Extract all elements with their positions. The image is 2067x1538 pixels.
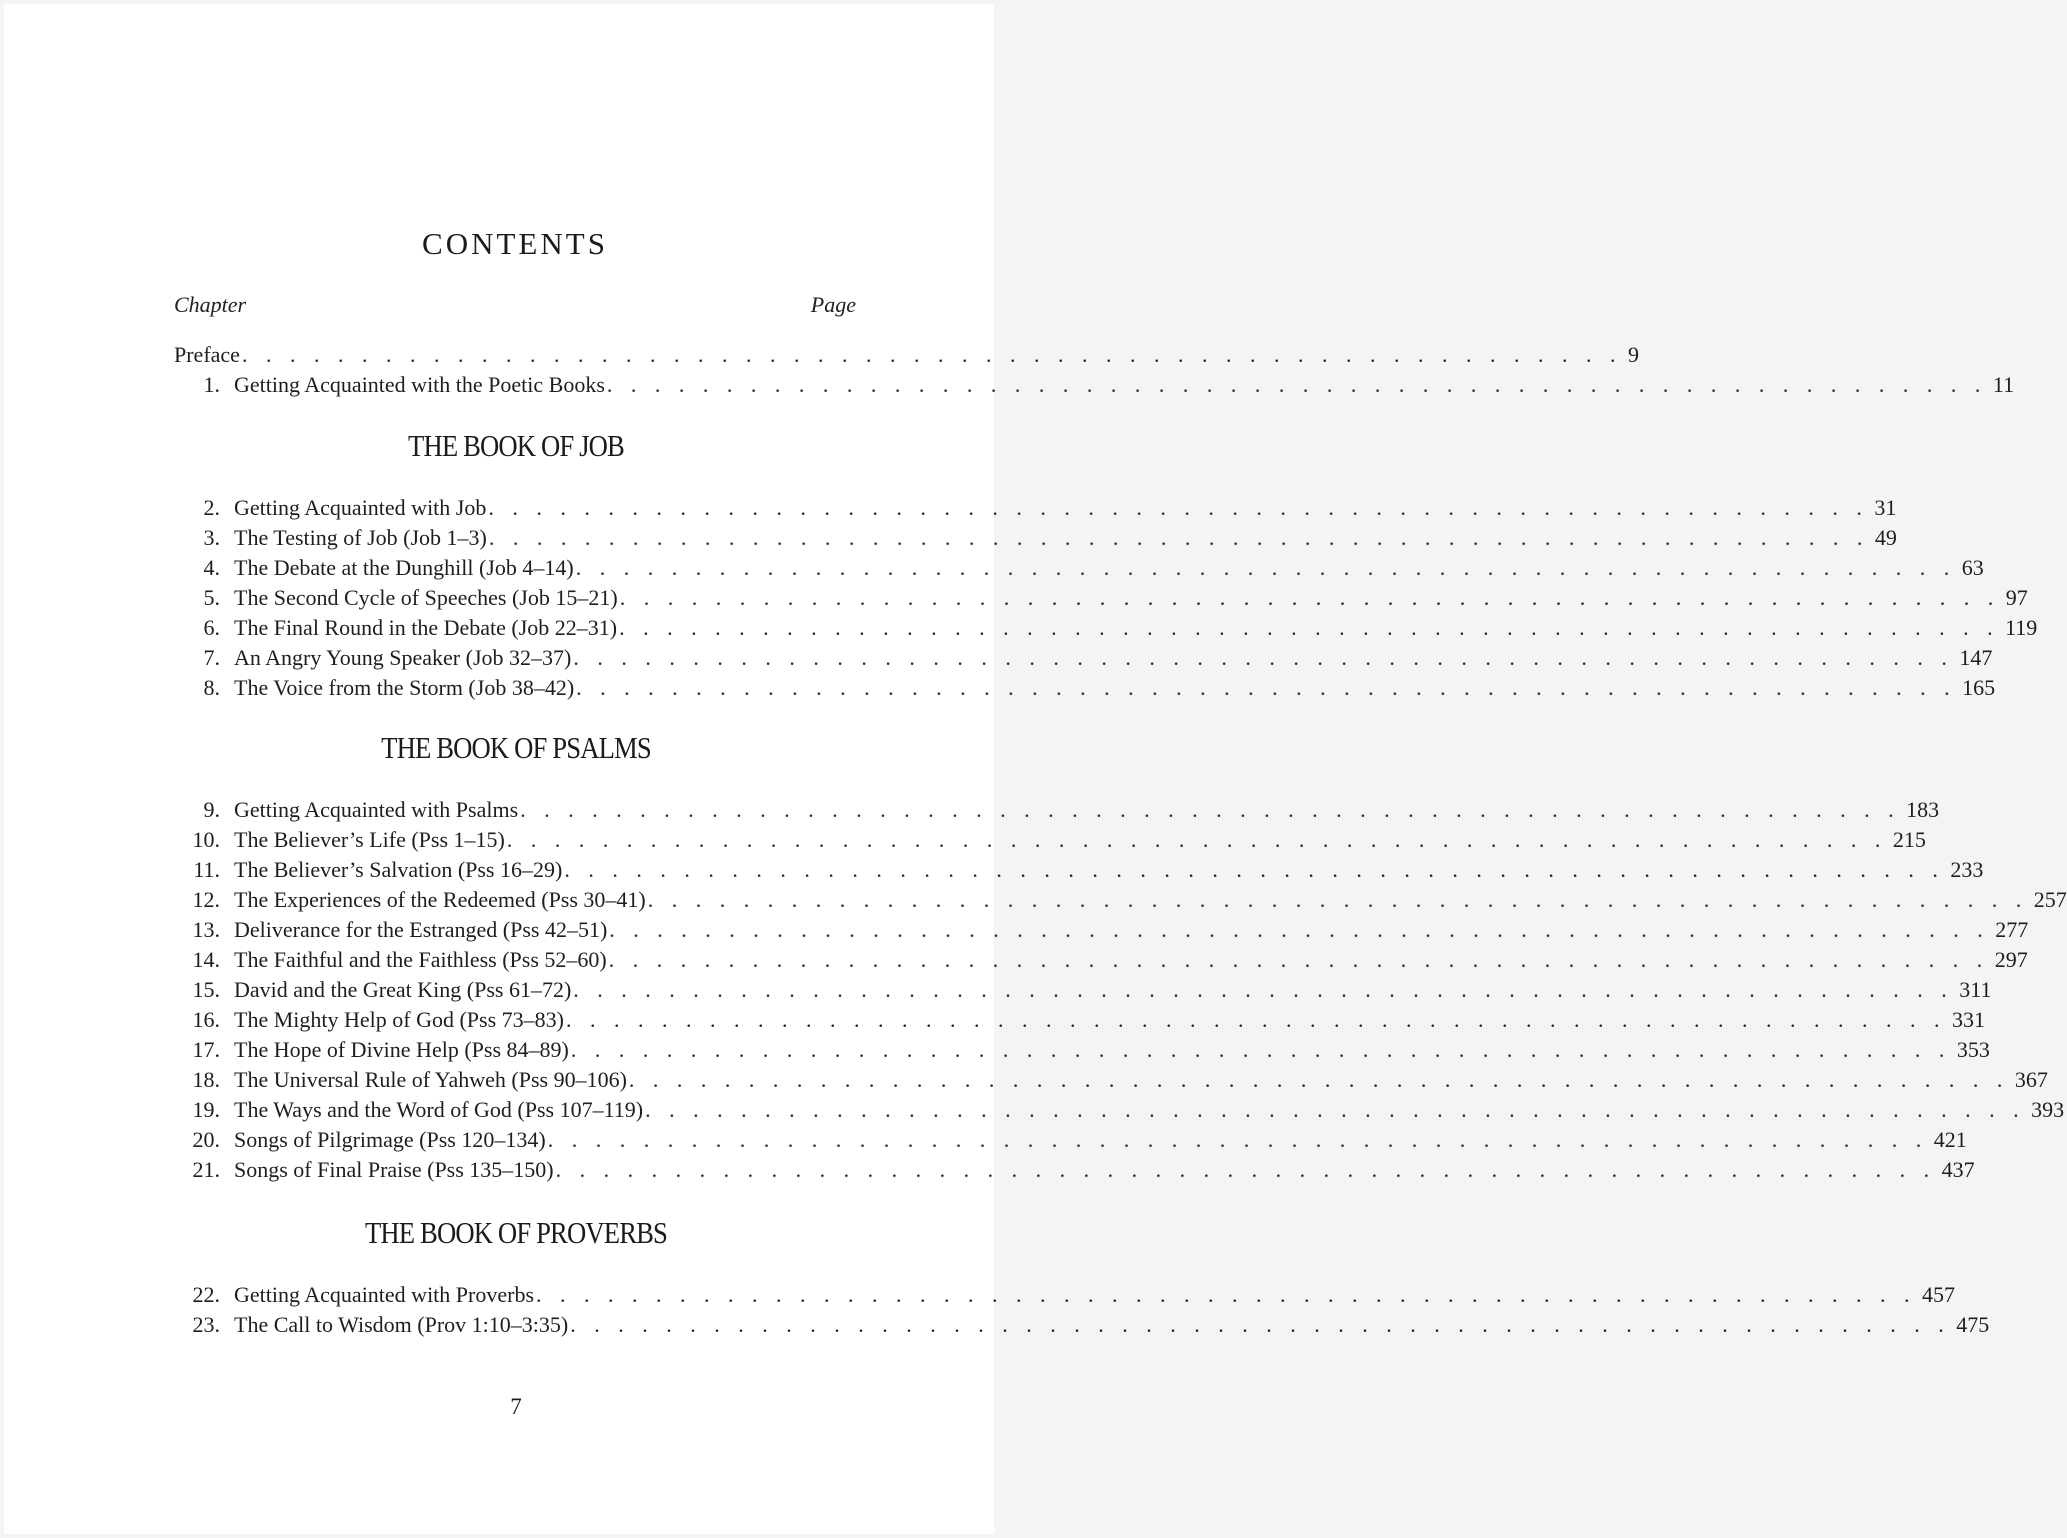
toc-entry-page: 257 [2033,887,2067,912]
toc-entry-label: The Ways and the Word of God (Pss 107–119) [234,1097,644,1122]
toc-entry-page: 393 [2031,1097,2065,1122]
toc-entry [174,825,1926,855]
toc-entry-number: 12. [192,887,220,912]
toc-entry-label: An Angry Young Speaker (Job 32–37) [234,645,572,670]
toc-entry-label: The Faithful and the Faithless (Pss 52–60) [234,947,607,972]
toc-entry-number: 20. [192,1127,220,1152]
leader-dots: . . . . . . . . . . . . . . . . . . . . . . . . . . . . . . . . . . . . . . . . . . . . . . . . . . . . . . . . . . [573,977,1954,1002]
toc-entry-label: David and the Great King (Pss 61–72) [234,977,572,1002]
toc-entry-number: 23. [192,1312,220,1337]
toc-entry-label: Deliverance for the Estranged (Pss 42–51) [234,917,608,942]
leader-dots: . . . . . . . . . . . . . . . . . . . . . . . . . . . . . . . . . . . . . . . . . . . . . . . . . . . . . . . . . . [241,342,1622,367]
toc-entry-page: 31 [1874,495,1897,520]
toc-entry [174,1125,1967,1155]
toc-entry-number: 7. [203,645,220,670]
toc-entry-page: 331 [1951,1007,1985,1032]
toc-entry-preface [174,340,1639,370]
toc-entry-number: 9. [203,797,220,822]
toc-entry-page: 233 [1950,857,1984,882]
leader-dots: . . . . . . . . . . . . . . . . . . . . . . . . . . . . . . . . . . . . . . . . . . . . . . . . . . . . . . . . . . [565,1007,1946,1032]
toc-entry [174,553,1984,583]
toc-entry [174,975,1992,1005]
toc-entry-number: 11. [193,857,220,882]
leader-dots: . . . . . . . . . . . . . . . . . . . . . . . . . . . . . . . . . . . . . . . . . . . . . . . . . . . . . . . . . . [573,645,1954,670]
toc-entry-page: 11 [1992,372,2015,397]
toc-entry [174,1065,2048,1095]
toc-entry-label: Getting Acquainted with Job [234,495,487,520]
toc-entry [174,1095,2065,1125]
toc-entry [174,493,1897,523]
leader-dots: . . . . . . . . . . . . . . . . . . . . . . . . . . . . . . . . . . . . . . . . . . . . . . . . . . . . . . . . . . [570,1037,1951,1062]
leader-dots: . . . . . . . . . . . . . . . . . . . . . . . . . . . . . . . . . . . . . . . . . . . . . . . . . . . . . . . . . . [608,947,1989,972]
leader-dots: . . . . . . . . . . . . . . . . . . . . . . . . . . . . . . . . . . . . . . . . . . . . . . . . . . . . . . . . . . [606,372,1987,397]
toc-entry-label: The Mighty Help of God (Pss 73–83) [234,1007,564,1032]
leader-dots: . . . . . . . . . . . . . . . . . . . . . . . . . . . . . . . . . . . . . . . . . . . . . . . . . . . . . . . . . . [575,555,1956,580]
toc-entry-number: 4. [203,555,220,580]
toc-entry-label: Songs of Pilgrimage (Pss 120–134) [234,1127,546,1152]
toc-entry-page: 147 [1959,645,1993,670]
section-heading-proverbs: THE BOOK OF PROVERBS [364,1215,668,1250]
leader-dots: . . . . . . . . . . . . . . . . . . . . . . . . . . . . . . . . . . . . . . . . . . . . . . . . . . . . . . . . . . [488,525,1869,550]
toc-entry [174,643,1993,673]
toc-entry-number: 1. [203,372,220,397]
toc-entry [174,1310,1990,1340]
toc-entry-page: 475 [1956,1312,1990,1337]
toc-entry-page: 421 [1933,1127,1967,1152]
toc-entry-page: 165 [1962,675,1996,700]
toc-entry-label: Getting Acquainted with Proverbs [234,1282,535,1307]
toc-entry-label: Preface [174,342,240,367]
toc-entry-page: 367 [2014,1067,2048,1092]
leader-dots: . . . . . . . . . . . . . . . . . . . . . . . . . . . . . . . . . . . . . . . . . . . . . . . . . . . . . . . . . . [536,1282,1917,1307]
toc-entry [174,855,1984,885]
toc-entry-number: 13. [192,917,220,942]
toc-entry-page: 63 [1961,555,1984,580]
toc-entry-number: 5. [203,585,220,610]
toc-entry [174,1005,1985,1035]
section-heading-psalms: THE BOOK OF PSALMS [381,730,651,765]
toc-entry-page: 277 [1995,917,2029,942]
toc-entry-page: 97 [2005,585,2028,610]
leader-dots: . . . . . . . . . . . . . . . . . . . . . . . . . . . . . . . . . . . . . . . . . . . . . . . . . . . . . . . . . . [555,1157,1936,1182]
toc-entry-label: The Believer’s Salvation (Pss 16–29) [234,857,563,882]
contents-title: CONTENTS [422,226,608,261]
leader-dots: . . . . . . . . . . . . . . . . . . . . . . . . . . . . . . . . . . . . . . . . . . . . . . . . . . . . . . . . . . [645,1097,2026,1122]
toc-entry [174,1035,1990,1065]
leader-dots: . . . . . . . . . . . . . . . . . . . . . . . . . . . . . . . . . . . . . . . . . . . . . . . . . . . . . . . . . . [547,1127,1928,1152]
toc-entry-page: 215 [1892,827,1926,852]
leader-dots: . . . . . . . . . . . . . . . . . . . . . . . . . . . . . . . . . . . . . . . . . . . . . . . . . . . . . . . . . . [619,585,2000,610]
toc-entry-number: 19. [192,1097,220,1122]
toc-entry [174,523,1897,553]
toc-entry-page: 353 [1956,1037,1990,1062]
toc-entry-page: 119 [2005,615,2038,640]
leader-dots: . . . . . . . . . . . . . . . . . . . . . . . . . . . . . . . . . . . . . . . . . . . . . . . . . . . . . . . . . . [576,675,1957,700]
toc-entry-number: 17. [192,1037,220,1062]
toc-entry-page: 49 [1874,525,1897,550]
leader-dots: . . . . . . . . . . . . . . . . . . . . . . . . . . . . . . . . . . . . . . . . . . . . . . . . . . . . . . . . . . [506,827,1887,852]
toc-entry-label: The Hope of Divine Help (Pss 84–89) [234,1037,569,1062]
toc-entry-label: The Debate at the Dunghill (Job 4–14) [234,555,574,580]
toc-entry-label: The Voice from the Storm (Job 38–42) [234,675,575,700]
leader-dots: . . . . . . . . . . . . . . . . . . . . . . . . . . . . . . . . . . . . . . . . . . . . . . . . . . . . . . . . . . [619,615,2000,640]
leader-dots: . . . . . . . . . . . . . . . . . . . . . . . . . . . . . . . . . . . . . . . . . . . . . . . . . . . . . . . . . . [570,1312,1951,1337]
toc-entry [174,915,2029,945]
leader-dots: . . . . . . . . . . . . . . . . . . . . . . . . . . . . . . . . . . . . . . . . . . . . . . . . . . . . . . . . . . [520,797,1901,822]
toc-entry [174,673,1996,703]
toc-entry-page: 437 [1941,1157,1975,1182]
toc-entry-number: 10. [192,827,220,852]
toc-entry-number: 21. [192,1157,220,1182]
toc-entry [174,885,2067,915]
leader-dots: . . . . . . . . . . . . . . . . . . . . . . . . . . . . . . . . . . . . . . . . . . . . . . . . . . . . . . . . . . [628,1067,2009,1092]
page-number: 7 [510,1394,522,1419]
toc-entry-number: 8. [203,675,220,700]
toc-entry [174,1280,1956,1310]
toc-entry [174,370,2015,400]
toc-entry-label: The Experiences of the Redeemed (Pss 30–41) [234,887,646,912]
toc-entry-number: 14. [192,947,220,972]
toc-entry-label: Getting Acquainted with Psalms [234,797,519,822]
toc-entry [174,945,2028,975]
toc-entry-label: The Call to Wisdom (Prov 1:10–3:35) [234,1312,569,1337]
toc-entry-label: The Testing of Job (Job 1–3) [234,525,487,550]
toc-entry-label: Getting Acquainted with the Poetic Books [234,372,605,397]
toc-entry-number: 22. [192,1282,220,1307]
toc-entry-number: 15. [192,977,220,1002]
toc-entry [174,583,2028,613]
leader-dots: . . . . . . . . . . . . . . . . . . . . . . . . . . . . . . . . . . . . . . . . . . . . . . . . . . . . . . . . . . [488,495,1869,520]
toc-entry-page: 457 [1922,1282,1956,1307]
toc-entry-number: 18. [192,1067,220,1092]
chapter-column-label: Chapter [174,292,247,317]
toc-entry-label: The Believer’s Life (Pss 1–15) [234,827,505,852]
toc-entry [174,1155,1975,1185]
toc-entry-label: The Universal Rule of Yahweh (Pss 90–106) [234,1067,627,1092]
toc-entry-number: 3. [203,525,220,550]
leader-dots: . . . . . . . . . . . . . . . . . . . . . . . . . . . . . . . . . . . . . . . . . . . . . . . . . . . . . . . . . . [564,857,1945,882]
leader-dots: . . . . . . . . . . . . . . . . . . . . . . . . . . . . . . . . . . . . . . . . . . . . . . . . . . . . . . . . . . [647,887,2028,912]
toc-entry-number: 16. [192,1007,220,1032]
toc-entry-page: 297 [1994,947,2028,972]
toc-entry-number: 2. [203,495,220,520]
toc-entry-number: 6. [203,615,220,640]
toc-entry-label: Songs of Final Praise (Pss 135–150) [234,1157,554,1182]
toc-entry [174,613,2038,643]
section-heading-job: THE BOOK OF JOB [408,428,624,463]
toc-entry-page: 311 [1959,977,1992,1002]
toc-entry-page: 9 [1627,342,1639,367]
toc-entry-label: The Second Cycle of Speeches (Job 15–21) [234,585,618,610]
toc-entry-page: 183 [1906,797,1940,822]
leader-dots: . . . . . . . . . . . . . . . . . . . . . . . . . . . . . . . . . . . . . . . . . . . . . . . . . . . . . . . . . . [609,917,1990,942]
toc-entry [174,795,1940,825]
page-column-label: Page [810,292,856,317]
toc-entry-label: The Final Round in the Debate (Job 22–31) [234,615,618,640]
